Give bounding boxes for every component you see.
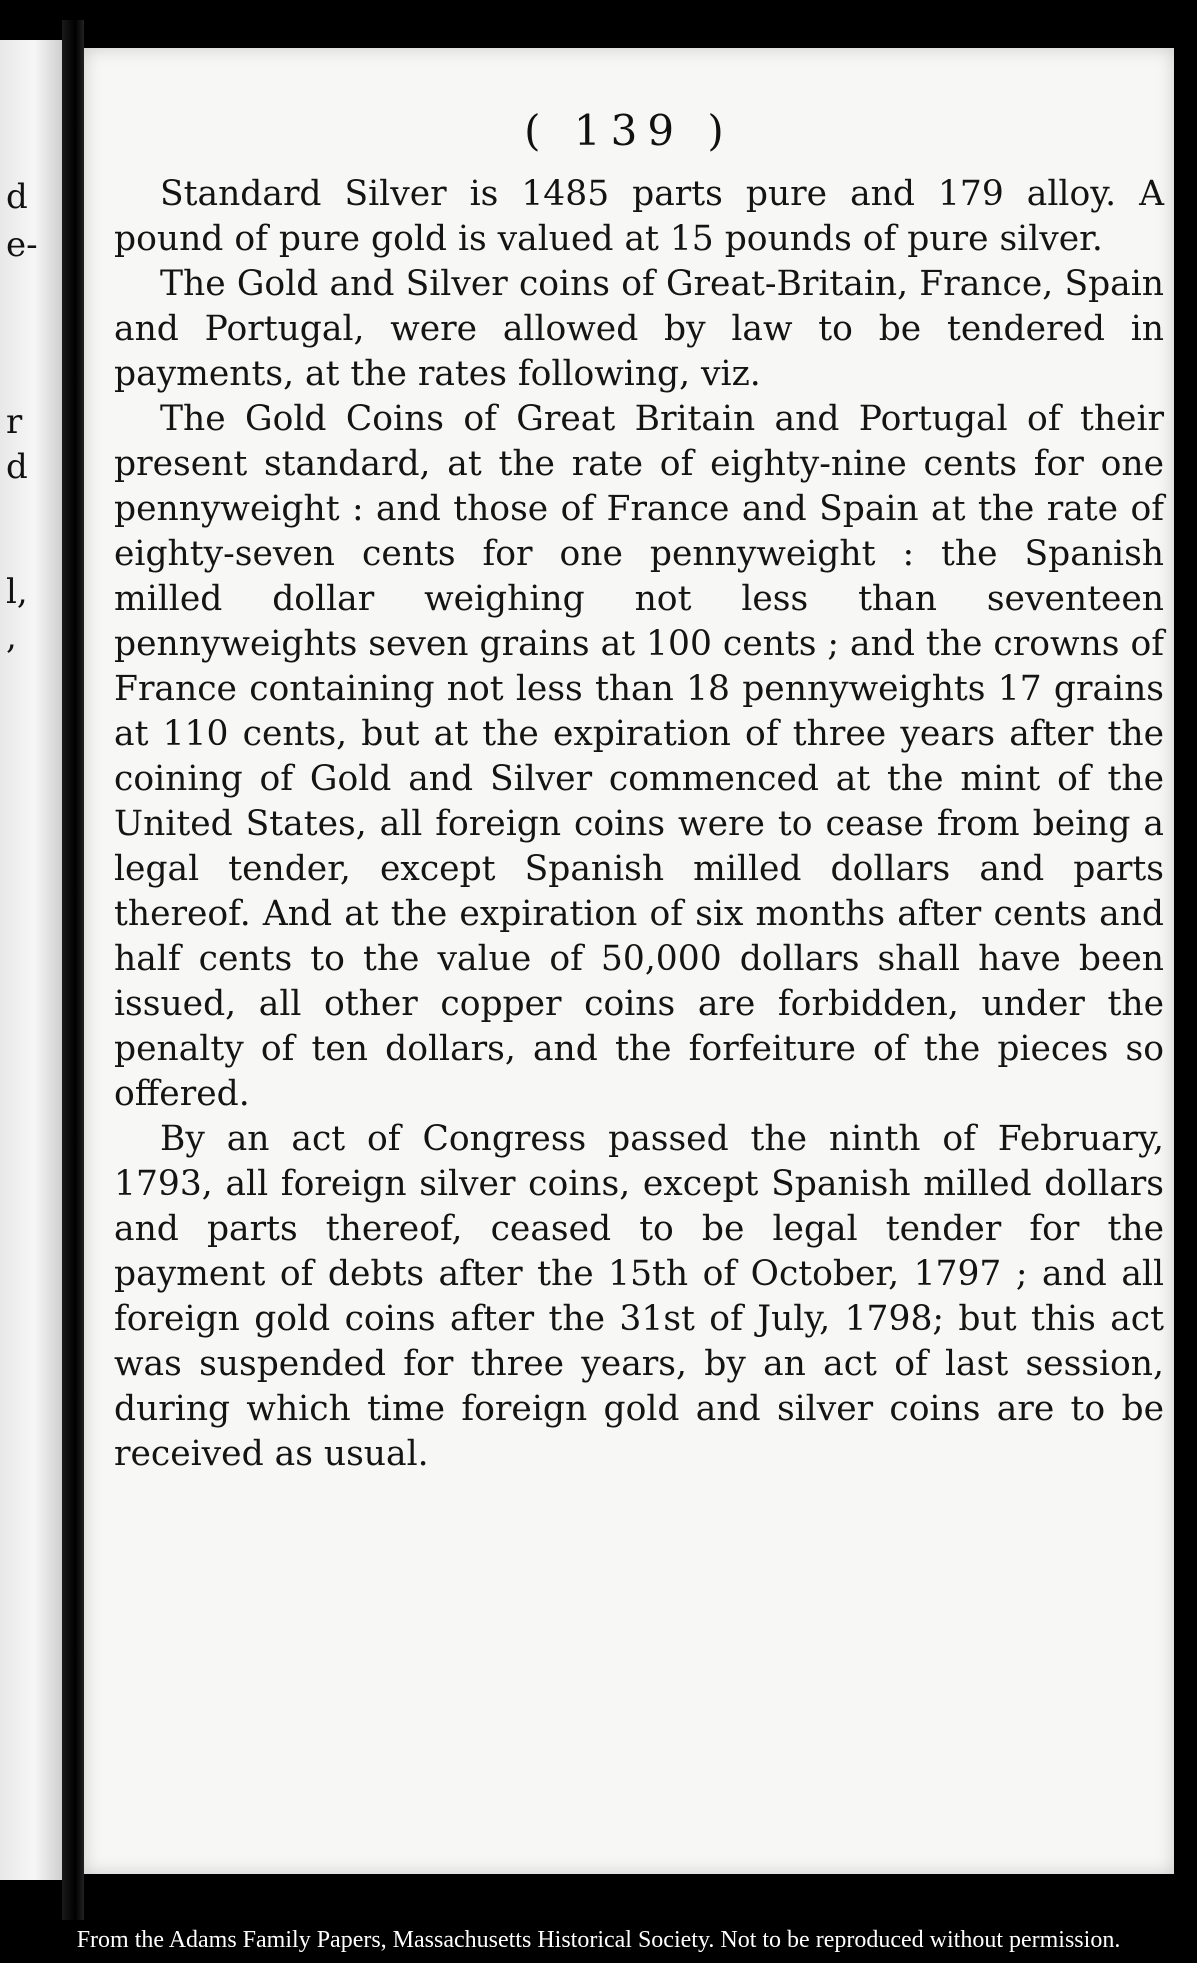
facing-page-fragment: r xyxy=(6,402,23,442)
paragraph-coin-rates: The Gold Coins of Great Britain and Portugal of their present standard, at the rate of eighty-nine cents for one pennyweight : and those of France and Spain at the rate of eighty-seven cents for one pennyweight : the Spanish milled dollar weighing not less than seventeen pennyweights seven grains at 100 cents ; and the crowns of France containing not less than 18 pennyweights 17 grains at 110 cents, but at the expiration of three years after the coining of Gold and Silver commenced at the mint of the United States, all foreign coins were to cease from being a legal tender, except Spanish milled dollars and parts thereof. And at the expiration of six months after cents and half cents to the value of 50,000 dollars shall have been issued, all other copper coins are forbidden, under the penalty of ten dollars, and the forfeiture of the pieces so offered. xyxy=(114,399,1164,1114)
page-body xyxy=(114,172,1164,1477)
facing-page-fragment: l, xyxy=(6,572,28,612)
paragraph-legal-coins: The Gold and Silver coins of Great-Britain, France, Spain and Portugal, were allowed by law to be tendered in payments, at the rates following, viz. xyxy=(114,264,1164,394)
paragraph-standard-silver: Standard Silver is 1485 parts pure and 179 alloy. A pound of pure gold is valued at 15 pounds of pure silver. xyxy=(114,174,1164,259)
facing-page-fragment: , xyxy=(6,617,17,657)
facing-page-fragment: e- xyxy=(6,225,38,265)
page-number: ( 139 ) xyxy=(524,106,734,155)
copyright-footer: From the Adams Family Papers, Massachusetts Historical Society. Not to be reproduced without permission. xyxy=(76,1927,1121,1953)
facing-page-edge xyxy=(0,40,62,1880)
book-page xyxy=(84,48,1174,1874)
facing-page-fragment: d xyxy=(6,447,28,487)
book-gutter xyxy=(62,20,84,1920)
paragraph-act-of-congress: By an act of Congress passed the ninth of February, 1793, all foreign silver coins, except Spanish milled dollars and parts thereof, ceased to be legal tender for the payment of debts after the 15th of October, 1797 ; and all foreign gold coins after the 31st of July, 1798; but this act was suspended for three years, by an act of last session, during which time foreign gold and silver coins are to be received as usual. xyxy=(114,1119,1164,1474)
facing-page-fragment: d xyxy=(6,177,28,217)
